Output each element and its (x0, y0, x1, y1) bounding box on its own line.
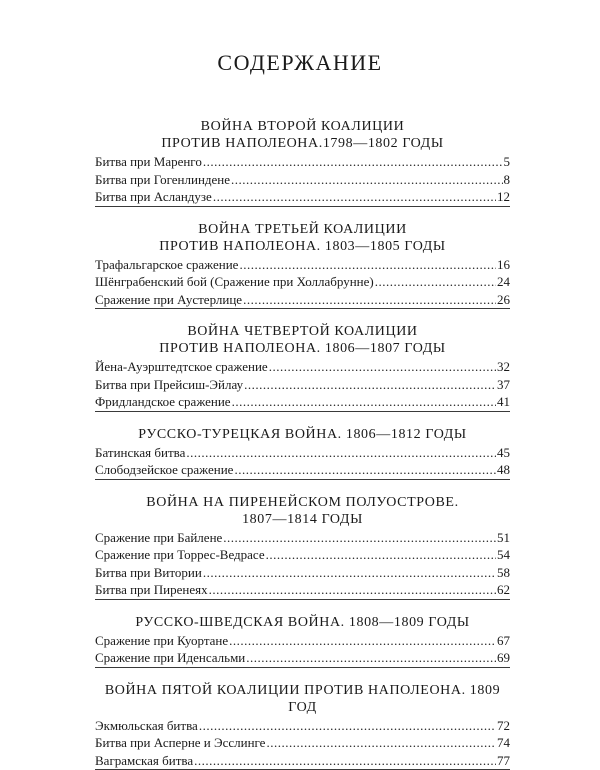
entry-title: Слободзейское сражение (95, 461, 233, 479)
entry-title: Битва при Асперне и Эсслинге (95, 734, 265, 752)
toc-entry[interactable] (95, 734, 510, 752)
entry-title: Битва при Маренго (95, 153, 202, 171)
entry-page-number: 48 (497, 461, 510, 479)
toc-entry[interactable] (95, 171, 510, 189)
toc-entry[interactable] (95, 649, 510, 667)
dot-leader (223, 529, 496, 547)
dot-leader (213, 188, 496, 206)
toc-entry[interactable] (95, 717, 510, 735)
entry-page-number: 32 (497, 358, 510, 376)
entry-page-number: 72 (497, 717, 510, 735)
toc-entry[interactable] (95, 564, 510, 582)
dot-leader (234, 461, 496, 479)
section-heading-line: 1807—1814 ГОДЫ (95, 511, 510, 528)
entry-title: Битва при Асландузе (95, 188, 212, 206)
toc-entry[interactable] (95, 752, 510, 770)
toc-entry[interactable] (95, 256, 510, 274)
entry-title: Сражение при Куортане (95, 632, 228, 650)
entry-title: Сражение при Торрес-Ведрасе (95, 546, 265, 564)
dot-leader (239, 256, 496, 274)
toc-entry[interactable] (95, 273, 510, 291)
entry-page-number: 62 (497, 581, 510, 599)
dot-leader (186, 444, 496, 462)
entry-title: Шёнграбенский бой (Сражение при Холлабрунне) (95, 273, 374, 291)
toc-entry[interactable] (95, 546, 510, 564)
entry-title: Сражение при Байлене (95, 529, 222, 547)
entry-title: Трафальгарское сражение (95, 256, 238, 274)
entry-title: Сражение при Иденсальми (95, 649, 245, 667)
toc-entry[interactable] (95, 153, 510, 171)
entry-page-number: 12 (497, 188, 510, 206)
section-heading (95, 426, 510, 443)
dot-leader (209, 581, 496, 599)
entry-page-number: 51 (497, 529, 510, 547)
toc-section (95, 221, 510, 310)
entry-page-number: 69 (497, 649, 510, 667)
entry-page-number: 67 (497, 632, 510, 650)
section-heading (95, 221, 510, 255)
entry-page-number: 37 (497, 376, 510, 394)
entry-title: Батинская битва (95, 444, 185, 462)
dot-leader (266, 734, 496, 752)
section-heading-line: ВОЙНА ЧЕТВЕРТОЙ КОАЛИЦИИ (95, 323, 510, 340)
section-heading-line: РУССКО-ШВЕДСКАЯ ВОЙНА. 1808—1809 ГОДЫ (95, 614, 510, 631)
dot-leader (203, 153, 503, 171)
entry-page-number: 8 (504, 171, 511, 189)
dot-leader (194, 752, 496, 770)
entry-title: Битва при Пиренеях (95, 581, 208, 599)
entry-title: Ваграмская битва (95, 752, 193, 770)
table-of-contents (95, 118, 510, 770)
dot-leader (243, 291, 496, 309)
dot-leader (375, 273, 496, 291)
toc-entry[interactable] (95, 358, 510, 376)
section-heading (95, 323, 510, 357)
entry-page-number: 58 (497, 564, 510, 582)
toc-entry[interactable] (95, 632, 510, 650)
section-heading-line: ВОЙНА НА ПИРЕНЕЙСКОМ ПОЛУОСТРОВЕ. (95, 494, 510, 511)
dot-leader (229, 632, 496, 650)
dot-leader (266, 546, 496, 564)
dot-leader (231, 171, 502, 189)
dot-leader (246, 649, 496, 667)
entry-title: Сражение при Аустерлице (95, 291, 242, 309)
entry-title: Фридландское сражение (95, 393, 231, 411)
dot-leader (203, 564, 496, 582)
entry-title: Битва при Гогенлиндене (95, 171, 230, 189)
entry-title: Битва при Прейсиш-Эйлау (95, 376, 243, 394)
section-heading-line: ПРОТИВ НАПОЛЕОНА.1798—1802 ГОДЫ (95, 135, 510, 152)
toc-entry[interactable] (95, 581, 510, 599)
section-heading-line: ВОЙНА ВТОРОЙ КОАЛИЦИИ (95, 118, 510, 135)
toc-entry[interactable] (95, 291, 510, 309)
dot-leader (232, 393, 496, 411)
entry-page-number: 16 (497, 256, 510, 274)
toc-entry[interactable] (95, 188, 510, 206)
toc-entry[interactable] (95, 376, 510, 394)
entry-page-number: 77 (497, 752, 510, 770)
toc-section (95, 614, 510, 668)
section-heading-line: РУССКО-ТУРЕЦКАЯ ВОЙНА. 1806—1812 ГОДЫ (95, 426, 510, 443)
entry-title: Битва при Витории (95, 564, 202, 582)
section-heading-line: ПРОТИВ НАПОЛЕОНА. 1803—1805 ГОДЫ (95, 238, 510, 255)
toc-entry[interactable] (95, 461, 510, 479)
toc-section (95, 323, 510, 412)
toc-entry[interactable] (95, 444, 510, 462)
entry-page-number: 41 (497, 393, 510, 411)
entry-page-number: 74 (497, 734, 510, 752)
toc-section (95, 682, 510, 770)
entry-title: Экмюльская битва (95, 717, 198, 735)
toc-entry[interactable] (95, 529, 510, 547)
toc-section (95, 118, 510, 207)
entry-page-number: 45 (497, 444, 510, 462)
toc-section (95, 494, 510, 600)
entry-title: Йена-Ауэрштедтское сражение (95, 358, 268, 376)
dot-leader (244, 376, 496, 394)
entry-page-number: 5 (504, 153, 511, 171)
dot-leader (199, 717, 496, 735)
dot-leader (269, 358, 496, 376)
entry-page-number: 26 (497, 291, 510, 309)
toc-section (95, 426, 510, 480)
section-heading-line: ВОЙНА ПЯТОЙ КОАЛИЦИИ ПРОТИВ НАПОЛЕОНА. 1809 ГОД (95, 682, 510, 716)
section-heading (95, 494, 510, 528)
section-heading (95, 682, 510, 716)
entry-page-number: 24 (497, 273, 510, 291)
section-heading (95, 614, 510, 631)
entry-page-number: 54 (497, 546, 510, 564)
section-heading (95, 118, 510, 152)
page-title: СОДЕРЖАНИЕ (0, 50, 600, 76)
section-heading-line: ВОЙНА ТРЕТЬЕЙ КОАЛИЦИИ (95, 221, 510, 238)
toc-entry[interactable] (95, 393, 510, 411)
section-heading-line: ПРОТИВ НАПОЛЕОНА. 1806—1807 ГОДЫ (95, 340, 510, 357)
